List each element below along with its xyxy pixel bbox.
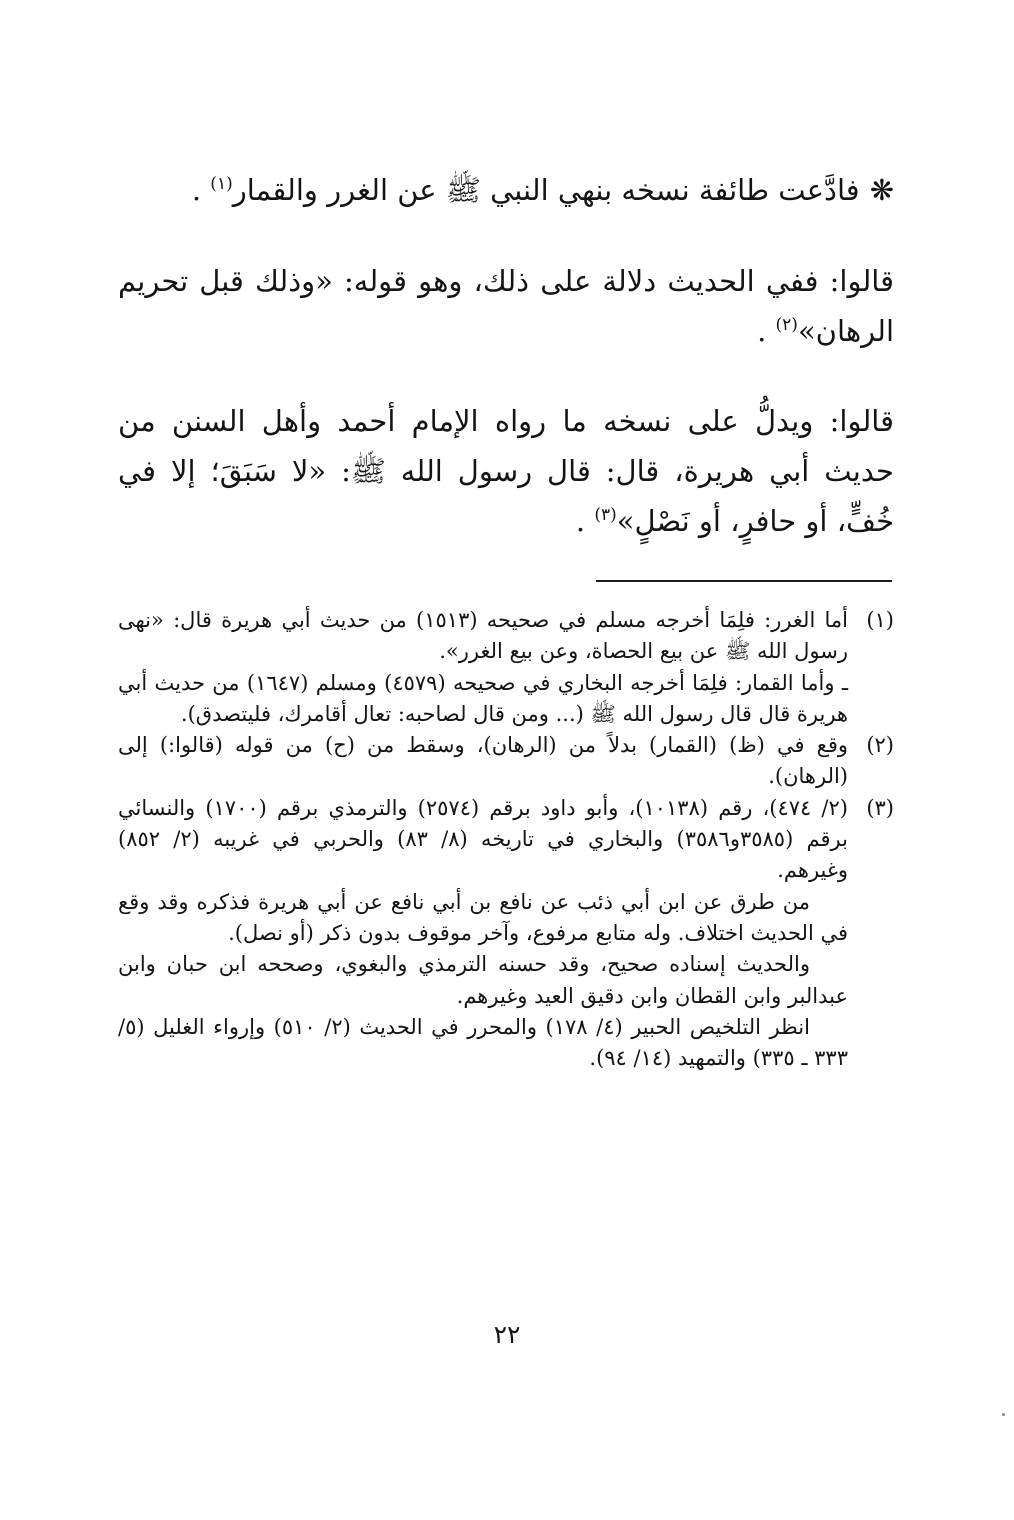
paragraph-text: فادَّعت طائفة نسخه بنهي النبي ﷺ عن الغرر والقمار [232,173,860,207]
paragraph-end: . [575,504,586,538]
footnote-number: (٢) [866,733,894,758]
footnote-number: (٣) [866,795,894,820]
footnote-text: ـ وأما القمار: فلِمَا أخرجه البخاري في صحيحه (٤٥٧٩) ومسلم (١٦٤٧) من حديث أبي هريرة قال قال رسول الله ﷺ (... ومن قال لصاحبه: تعال أقامرك، فليتصدق). [118,670,849,726]
footnote-body [118,605,848,730]
footnote-text: من طرق عن ابن أبي ذئب عن نافع بن أبي نافع عن أبي هريرة فذكره وقد وقع في الحديث اختلاف. وله متابع مرفوع، وآخر موقوف بدون ذكر (أو نصل). [118,889,848,945]
paragraph-abrogation [118,396,894,546]
footnote-ref-2: (٢) [775,315,798,335]
footnotes [118,605,894,1074]
asterism-icon: ❋ [869,173,894,207]
footnote-separator [596,580,892,582]
footnote-2 [118,730,894,793]
paragraph-end: . [757,314,767,348]
footnote-number: (١) [866,608,894,632]
paragraph-end: . [191,173,202,207]
paragraph-text: قالوا: ففي الحديث دلالة على ذلك، وهو قوله: «وذلك قبل تحريم الرهان» [118,264,894,348]
paragraph-text: قالوا: ويدلُّ على نسخه ما رواه الإمام أحمد وأهل السنن من حديث أبي هريرة، قال: قال رسول الله ﷺ: «لا سَبَقَ؛ إلا في خُفٍّ، أو حافرٍ، أو نَصْلٍ» [118,404,894,538]
footnote-text: (٢/ ٤٧٤)، رقم (١٠١٣٨)، وأبو داود برقم (٢٥٧٤) والترمذي برقم (١٧٠٠) والنسائي برقم (٣٥٨٥و٣٥٨٦) والبخاري في تاريخه (٨/ ٨٣) والحربي في غريبه (٢/ ٨٥٢) وغيرهم. [118,795,848,883]
footnote-ref-3: (٣) [594,505,617,525]
page-number: ٢٢ [493,1320,521,1349]
footnote-text: انظر التلخيص الحبير (٤/ ١٧٨) والمحرر في الحديث (٢/ ٥١٠) وإرواء الغليل (٥/ ٣٣٣ ـ ٣٣٥) والتمهيد (١٤/ ٩٤). [118,1014,848,1071]
main-text [118,165,894,546]
paragraph-claim [118,165,894,215]
paragraph-hadith-evidence [118,256,894,356]
footnote-text: والحديث إسناده صحيح، وقد حسنه الترمذي والبغوي، وصححه ابن حبان وابن عبدالبر وابن القطان وابن دقيق العيد وغيرهم. [118,952,848,1008]
scan-speck [1002,1413,1005,1416]
footnote-ref-1: (١) [210,174,233,194]
footnote-text: وقع في (ظ) (القمار) بدلاً من (الرهان)، وسقط من (ح) من قوله (قالوا:) إلى (الرهان). [118,733,848,789]
footnote-1 [118,605,894,730]
footnote-text: أما الغرر: فلِمَا أخرجه مسلم في صحيحه (١٥١٣) من حديث أبي هريرة قال: «نهى رسول الله ﷺ عن بيع الحصاة، وعن بيع الغرر». [118,608,849,664]
footnote-3 [118,793,894,1075]
footnote-body [118,730,848,793]
footnote-body [118,793,848,1075]
